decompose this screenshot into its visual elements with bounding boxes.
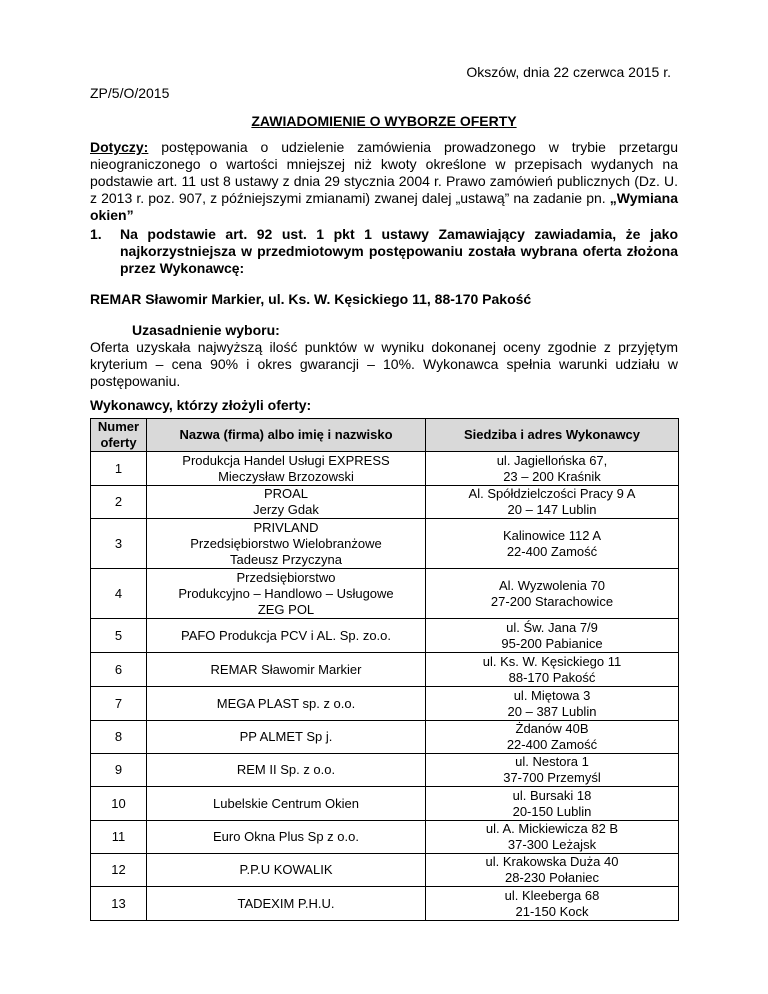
bidder-address-cell [426, 569, 679, 619]
bidder-name-cell [147, 787, 426, 821]
bidder-name-line: PAFO Produkcja PCV i AL. Sp. zo.o. [180, 627, 392, 643]
bidder-name-cell [147, 569, 426, 619]
bidder-name-cell [147, 486, 426, 519]
table-row [91, 486, 679, 519]
table-row [91, 687, 679, 721]
point-1 [90, 226, 678, 277]
bidder-address-line: 22-400 Zamość [506, 543, 598, 559]
justification-heading: Uzasadnienie wyboru: [132, 322, 280, 338]
bidder-address-line: 22-400 Zamość [506, 737, 598, 752]
table-row [91, 653, 679, 687]
header-offer-number: Numer oferty [91, 419, 147, 452]
winning-bidder: REMAR Sławomir Markier, ul. Ks. W. Kęsickiego 11, 88-170 Pakość [90, 291, 532, 307]
offer-number-cell: 4 [91, 569, 147, 619]
table-row [91, 452, 679, 486]
bidder-address-line: 37-300 Leżajsk [507, 837, 597, 852]
bidder-address-cell [426, 854, 679, 887]
point-1-number: 1. [90, 226, 102, 242]
bidder-name-cell [147, 653, 426, 687]
table-row [91, 721, 679, 754]
bidder-address-cell [426, 452, 679, 486]
bidder-address-line: ul. Ks. W. Kęsickiego 11 [482, 653, 622, 669]
bidder-address-line: ul. Nestora 1 [515, 754, 589, 769]
bidder-name-cell [147, 687, 426, 721]
bidder-address-cell [426, 687, 679, 721]
bidder-name-cell [147, 452, 426, 486]
bidder-address-line: 20 – 147 Lublin [507, 502, 597, 517]
bidder-address-line: Al. Wyzwolenia 70 [498, 577, 606, 593]
table-row [91, 569, 679, 619]
header-name: Nazwa (firma) albo imię i nazwisko [147, 419, 426, 452]
bidder-address-line: ul. Miętowa 3 [513, 687, 591, 703]
offer-number-cell: 2 [91, 486, 147, 519]
bidder-name-line: PRIVLAND [253, 519, 319, 535]
bidder-address-line: ul. Św. Jana 7/9 [506, 619, 598, 635]
offer-number-cell: 12 [91, 854, 147, 887]
bidder-address-line: 20-150 Lublin [512, 803, 592, 819]
concerns-label: Dotyczy: [90, 139, 149, 155]
bidder-address-line: Al. Spółdzielczości Pracy 9 A [468, 486, 636, 501]
offer-number-cell: 11 [91, 821, 147, 854]
bidder-name-line: Jerzy Gdak [253, 502, 319, 517]
bidder-name-line: Przedsiębiorstwo Wielobranżowe [190, 535, 382, 551]
bidder-address-line: 20 – 387 Lublin [507, 703, 597, 719]
place-date: Okszów, dnia 22 czerwca 2015 r. [466, 64, 671, 80]
reference-number: ZP/5/O/2015 [90, 85, 170, 101]
bidder-address-cell [426, 486, 679, 519]
bidder-name-line: Produkcja Handel Usługi EXPRESS [182, 452, 390, 468]
bidder-address-line: 23 – 200 Kraśnik [503, 468, 601, 484]
bidder-address-cell [426, 821, 679, 854]
offer-number-cell: 9 [91, 754, 147, 787]
offer-number-cell: 10 [91, 787, 147, 821]
bidder-name-line: TADEXIM P.H.U. [237, 895, 335, 911]
bidder-name-line: Mieczysław Brzozowski [218, 468, 354, 484]
table-header-row [91, 419, 679, 452]
table-row [91, 821, 679, 854]
bidder-name-line: Tadeusz Przyczyna [230, 551, 342, 567]
bidder-address-cell [426, 787, 679, 821]
offer-number-cell: 5 [91, 619, 147, 653]
bidder-name-cell [147, 519, 426, 569]
bidder-address-line: ul. Bursaki 18 [512, 787, 592, 803]
point-1-text: Na podstawie art. 92 ust. 1 pkt 1 ustawy Zamawiający zawiadamia, że jako najkorzystniejsza w przedmiotowym postępowaniu została wybrana oferta złożona przez Wykonawcę: [120, 226, 678, 276]
justification-text: Oferta uzyskała najwyższą ilość punktów w wyniku dokonanej oceny zgodnie z przyjętym kryterium – cena 90% i okres gwarancji – 10%. Wykonawca spełnia warunki udziału w postępowaniu. [90, 339, 678, 389]
bidder-name-cell [147, 887, 426, 921]
bidder-address-line: Żdanów 40B [515, 721, 589, 736]
bidder-name-cell [147, 821, 426, 854]
bidder-name-line: PROAL [263, 486, 309, 501]
bidder-address-cell [426, 519, 679, 569]
bidder-address-cell [426, 754, 679, 787]
table-row [91, 887, 679, 921]
bidder-address-line: ul. Krakowska Duża 40 [485, 854, 619, 869]
bidder-address-line: ul. A. Mickiewicza 82 B [485, 821, 619, 836]
bidder-address-line: Kalinowice 112 A [502, 527, 602, 543]
document-title: ZAWIADOMIENIE O WYBORZE OFERTY [251, 113, 517, 129]
project-name: „Wymiana okien” [90, 190, 678, 223]
offer-number-cell: 1 [91, 452, 147, 486]
bidder-name-line: PP ALMET Sp j. [239, 729, 333, 744]
header-address: Siedziba i adres Wykonawcy [426, 419, 679, 452]
bidder-name-line: Euro Okna Plus Sp z o.o. [213, 829, 359, 844]
offer-number-cell: 3 [91, 519, 147, 569]
table-row [91, 519, 679, 569]
bidder-name-line: ZEG POL [257, 601, 315, 617]
bidder-address-line: ul. Jagiellońska 67, [496, 452, 608, 468]
offer-number-cell: 7 [91, 687, 147, 721]
bidder-address-line: 27-200 Starachowice [490, 593, 614, 609]
bidder-name-line: Produkcyjno – Handlowo – Usługowe [178, 585, 394, 601]
offer-number-cell: 13 [91, 887, 147, 921]
bidder-name-cell [147, 754, 426, 787]
bidder-name-line: REMAR Sławomir Markier [210, 661, 362, 677]
concerns-paragraph [90, 139, 678, 224]
bidder-name-cell [147, 721, 426, 754]
bidder-name-cell [147, 619, 426, 653]
table-row [91, 619, 679, 653]
bidder-name-line: MEGA PLAST sp. z o.o. [216, 695, 356, 711]
bidder-address-line: 21-150 Kock [515, 903, 589, 919]
bidders-heading: Wykonawcy, którzy złożyli oferty: [90, 397, 312, 413]
offer-number-cell: 6 [91, 653, 147, 687]
bidder-address-cell [426, 619, 679, 653]
bidder-name-cell [147, 854, 426, 887]
bidder-name-line: Przedsiębiorstwo [236, 569, 336, 585]
table-row [91, 787, 679, 821]
bidder-address-line: 95-200 Pabianice [501, 635, 603, 651]
offer-number-cell: 8 [91, 721, 147, 754]
bidder-address-cell [426, 721, 679, 754]
bidder-name-line: Lubelskie Centrum Okien [213, 795, 359, 811]
table-row [91, 754, 679, 787]
bidder-address-line: ul. Kleeberga 68 [504, 887, 600, 903]
table-row [91, 854, 679, 887]
concerns-text: postępowania o udzielenie zamówienia prowadzonego w trybie przetargu nieograniczonego o wartości mniejszej niż kwoty określone w przepisach wydanych na podstawie art. 11 ust 8 ustawy z dnia 29 stycznia 2004 r. Prawo zamówień publicznych (Dz. U. z 2013 r. poz. 907, z późniejszymi zmianami) zwanej dalej „ustawą” na zadanie pn. [90, 139, 678, 206]
bidder-address-line: 37-700 Przemyśl [503, 770, 601, 785]
bidder-address-cell [426, 887, 679, 921]
bidder-address-cell [426, 653, 679, 687]
bidders-table [90, 418, 679, 921]
bidder-address-line: 28-230 Połaniec [505, 870, 599, 885]
bidder-name-line: P.P.U KOWALIK [239, 862, 333, 877]
bidder-name-line: REM II Sp. z o.o. [236, 762, 336, 777]
bidder-address-line: 88-170 Pakość [508, 669, 596, 685]
